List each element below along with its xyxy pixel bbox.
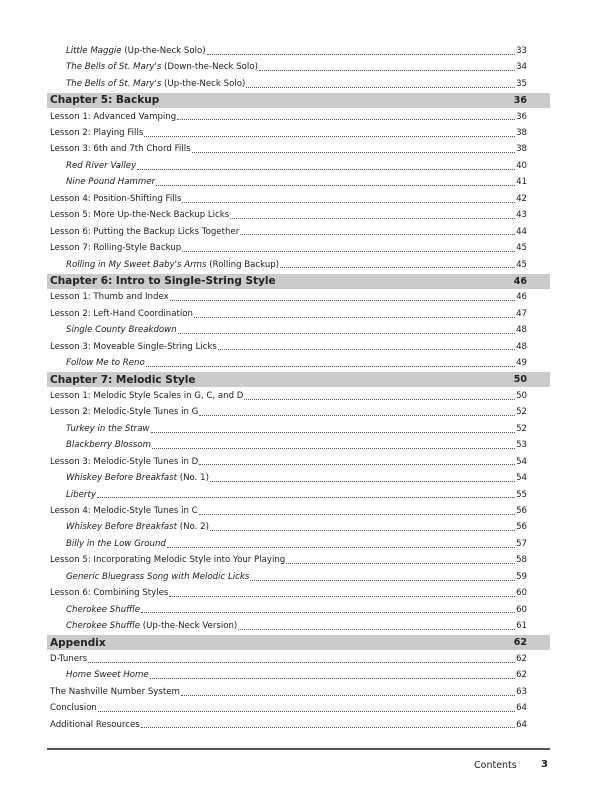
toc-page-number: 36	[516, 111, 527, 122]
toc-page-number: 60	[516, 588, 527, 599]
dot-leader	[181, 695, 515, 696]
toc-entry-song-title: Billy in the Low Ground	[66, 538, 166, 549]
dot-leader	[151, 432, 516, 433]
toc-entry-text: (Down-the-Neck Solo)	[161, 62, 258, 73]
toc-page-number: 38	[516, 144, 527, 155]
toc-entry[interactable]	[47, 109, 550, 125]
toc-entry-title	[50, 195, 181, 204]
toc-entry[interactable]	[47, 355, 550, 371]
toc-entry-title	[50, 276, 276, 287]
toc-chapter-heading[interactable]	[47, 372, 550, 387]
toc-entry-title	[66, 474, 209, 483]
toc-entry[interactable]	[47, 684, 550, 700]
toc-entry-text: Chapter 7: Melodic Style	[50, 373, 196, 386]
toc-entry[interactable]	[47, 59, 550, 75]
toc-chapter-heading[interactable]	[47, 635, 550, 650]
toc-entry-song-title: The Bells of St. Mary's	[66, 62, 162, 73]
toc-entry-title	[66, 80, 245, 89]
toc-entry-text: Lesson 3: Moveable Single-String Licks	[50, 341, 217, 352]
toc-entry-title	[50, 244, 181, 253]
footer-section-label: Contents	[474, 760, 517, 771]
toc-entry-song-title: Whiskey Before Breakfast	[66, 473, 178, 484]
toc-entry-title	[50, 211, 229, 220]
toc-entry[interactable]	[47, 322, 550, 338]
dot-leader	[280, 267, 515, 268]
toc-entry-text: (Rolling Backup)	[206, 259, 280, 270]
toc-entry-text: (Up-the-Neck Solo)	[121, 45, 206, 56]
toc-entry-title	[50, 145, 191, 154]
toc-entry[interactable]	[47, 585, 550, 601]
toc-page-number: 45	[516, 259, 527, 270]
toc-entry-title	[50, 293, 169, 302]
toc-page-number: 55	[516, 489, 527, 500]
dot-leader	[199, 415, 515, 416]
toc-entry-title	[50, 113, 176, 122]
toc-entry-text: Lesson 7: Rolling-Style Backup	[50, 243, 182, 254]
toc-page-number: 47	[516, 308, 527, 319]
toc-page-number: 48	[516, 325, 527, 336]
toc-entry-title	[66, 162, 136, 171]
dot-leader	[286, 563, 515, 564]
toc-entry[interactable]	[47, 207, 550, 223]
toc-page-number: 64	[516, 703, 527, 714]
toc-page-number: 35	[516, 78, 527, 89]
toc-entry[interactable]	[47, 257, 550, 273]
toc-entry-title	[66, 606, 140, 615]
dot-leader	[141, 612, 515, 613]
toc-page-number: 46	[513, 275, 527, 287]
footer-divider	[47, 748, 550, 750]
toc-entry-title	[66, 540, 166, 549]
toc-entry[interactable]	[47, 503, 550, 519]
toc-entry-song-title: Turkey in the Straw	[66, 423, 150, 434]
toc-entry-title	[50, 704, 97, 713]
toc-entry[interactable]	[47, 536, 550, 552]
dot-leader	[177, 119, 515, 120]
toc-entry-text: The Nashville Number System	[50, 686, 180, 697]
toc-entry-text: Lesson 6: Combining Styles	[50, 588, 169, 599]
dot-leader	[250, 580, 515, 581]
toc-entry[interactable]	[47, 76, 550, 92]
toc-entry-title	[50, 638, 106, 649]
toc-entry-song-title: Red River Valley	[66, 160, 137, 171]
toc-entry[interactable]	[47, 306, 550, 322]
toc-page-number: 62	[516, 653, 527, 664]
toc-entry[interactable]	[47, 520, 550, 536]
dot-leader	[97, 497, 515, 498]
toc-entry-text: (No. 2)	[177, 522, 209, 533]
dot-leader	[152, 448, 515, 449]
toc-entry[interactable]	[47, 454, 550, 470]
toc-page-number: 38	[516, 128, 527, 139]
toc-entry[interactable]	[47, 43, 550, 59]
toc-entry-song-title: Single County Breakdown	[66, 325, 177, 336]
toc-entry-text: Lesson 1: Advanced Vamping	[50, 111, 177, 122]
toc-entry-song-title: Liberty	[66, 489, 96, 500]
toc-entry-title	[50, 95, 159, 106]
dot-leader	[246, 87, 515, 88]
toc-entry[interactable]	[47, 240, 550, 256]
dot-leader	[218, 349, 515, 350]
toc-entry[interactable]	[47, 388, 550, 404]
toc-entry-song-title: The Bells of St. Mary's	[66, 78, 162, 89]
toc-page-number: 61	[516, 621, 527, 632]
toc-entry-title	[50, 688, 180, 697]
toc-page-number: 58	[516, 555, 527, 566]
toc-page-number: 48	[516, 341, 527, 352]
dot-leader	[240, 234, 515, 235]
toc-entry-title	[66, 425, 150, 434]
toc-entry-text: Appendix	[50, 636, 106, 649]
toc-entry[interactable]	[47, 174, 550, 190]
dot-leader	[156, 185, 515, 186]
toc-entry-title	[50, 721, 140, 730]
toc-entry-title	[66, 523, 209, 532]
toc-page-number: 41	[516, 177, 527, 188]
toc-entry[interactable]	[47, 618, 550, 634]
dot-leader	[182, 202, 515, 203]
toc-entry-title	[50, 507, 198, 516]
toc-entry-title	[50, 408, 198, 417]
toc-entry[interactable]	[47, 125, 550, 141]
dot-leader	[207, 54, 515, 55]
toc-entry[interactable]	[47, 437, 550, 453]
toc-entry[interactable]	[47, 667, 550, 683]
toc-entry-text: (Up-the-Neck Solo)	[161, 78, 246, 89]
toc-page-number: 54	[516, 456, 527, 467]
toc-page-number: 64	[516, 719, 527, 730]
toc-page-number: 34	[516, 62, 527, 73]
toc-entry-text: Lesson 2: Melodic-Style Tunes in G	[50, 407, 199, 418]
toc-entry-title	[66, 491, 96, 500]
dot-leader	[169, 596, 515, 597]
toc-entry-text: Additional Resources	[50, 719, 140, 730]
dot-leader	[150, 678, 515, 679]
toc-page-number: 43	[516, 210, 527, 221]
toc-entry-title	[50, 343, 217, 352]
toc-entry-title	[50, 458, 198, 467]
toc-entry-text: Chapter 6: Intro to Single-String Style	[50, 275, 276, 287]
table-of-contents	[47, 43, 550, 733]
toc-page-number: 59	[516, 571, 527, 582]
toc-entry-text: Lesson 4: Melodic-Style Tunes in C	[50, 505, 198, 516]
toc-entry-title	[66, 63, 258, 72]
toc-chapter-heading[interactable]	[47, 274, 550, 289]
toc-entry-text: Lesson 5: Incorporating Melodic Style into Your Playing	[50, 555, 286, 566]
toc-entry[interactable]	[47, 470, 550, 486]
toc-page-number: 33	[516, 45, 527, 56]
dot-leader	[199, 514, 515, 515]
toc-page-number: 49	[516, 358, 527, 369]
toc-entry-song-title: Rolling in My Sweet Baby's Arms	[66, 259, 207, 270]
toc-page-number: 45	[516, 243, 527, 254]
dot-leader	[259, 70, 515, 71]
toc-page-number: 54	[516, 473, 527, 484]
toc-entry-title	[66, 261, 279, 270]
toc-chapter-heading[interactable]	[47, 93, 550, 108]
toc-page-number: 44	[516, 226, 527, 237]
toc-entry-song-title: Nine Pound Hammer	[66, 177, 156, 188]
dot-leader	[230, 218, 515, 219]
toc-entry[interactable]	[47, 569, 550, 585]
toc-entry-song-title: Home Sweet Home	[66, 670, 149, 681]
dot-leader	[98, 711, 515, 712]
toc-entry[interactable]	[47, 700, 550, 716]
toc-entry-song-title: Whiskey Before Breakfast	[66, 522, 178, 533]
toc-entry[interactable]	[47, 289, 550, 305]
toc-entry-song-title: Little Maggie	[66, 45, 122, 56]
toc-entry-title	[50, 129, 143, 138]
toc-entry-title	[66, 622, 237, 631]
dot-leader	[137, 169, 515, 170]
toc-entry[interactable]	[47, 158, 550, 174]
toc-page-number: 50	[516, 390, 527, 401]
dot-leader	[199, 464, 515, 465]
dot-leader	[141, 727, 515, 728]
toc-entry-title	[50, 228, 239, 237]
toc-entry-text: Lesson 1: Melodic Style Scales in G, C, and D	[50, 390, 244, 401]
toc-entry-text: Lesson 3: Melodic-Style Tunes in D	[50, 456, 199, 467]
toc-entry-title	[66, 47, 206, 56]
toc-entry-text: Lesson 6: Putting the Backup Licks Together	[50, 226, 240, 237]
toc-entry-text: Lesson 3: 6th and 7th Chord Fills	[50, 144, 191, 155]
toc-page-number: 57	[516, 538, 527, 549]
toc-entry-text: Chapter 5: Backup	[50, 94, 160, 107]
toc-entry-title	[50, 310, 193, 319]
toc-page-number: 36	[513, 94, 527, 106]
dot-leader	[192, 152, 515, 153]
toc-entry-title	[66, 178, 155, 187]
toc-entry-title	[50, 375, 195, 386]
toc-entry[interactable]	[47, 224, 550, 240]
dot-leader	[144, 136, 515, 137]
toc-entry-text: Lesson 5: More Up-the-Neck Backup Licks	[50, 210, 230, 221]
dot-leader	[146, 366, 515, 367]
toc-entry-text: Lesson 2: Playing Fills	[50, 128, 144, 139]
toc-entry-title	[50, 589, 168, 598]
toc-entry-song-title: Cherokee Shuffle	[66, 604, 141, 615]
dot-leader	[244, 399, 515, 400]
toc-entry[interactable]	[47, 487, 550, 503]
dot-leader	[170, 300, 515, 301]
toc-entry-title	[50, 392, 243, 401]
toc-entry-text: Lesson 1: Thumb and Index	[50, 292, 169, 303]
toc-page-number: 62	[513, 637, 527, 648]
toc-entry-title	[50, 556, 285, 565]
toc-entry-text: Lesson 4: Position-Shifting Fills	[50, 193, 182, 204]
toc-entry[interactable]	[47, 602, 550, 618]
toc-page-number: 46	[516, 292, 527, 303]
toc-page-number: 40	[516, 160, 527, 171]
toc-entry-song-title: Blackberry Blossom	[66, 440, 152, 451]
toc-entry-title	[66, 326, 177, 335]
toc-entry[interactable]	[47, 191, 550, 207]
toc-entry-title	[66, 441, 151, 450]
dot-leader	[238, 629, 515, 630]
dot-leader	[210, 481, 515, 482]
footer-page-number: 3	[541, 759, 548, 770]
toc-entry-text: Lesson 2: Left-Hand Coordination	[50, 308, 193, 319]
dot-leader	[178, 333, 515, 334]
toc-page-number: 60	[516, 604, 527, 615]
toc-page-number: 50	[513, 374, 527, 386]
toc-entry-song-title: Cherokee Shuffle	[66, 621, 141, 632]
toc-page-number: 42	[516, 193, 527, 204]
dot-leader	[182, 251, 515, 252]
toc-page-number: 56	[516, 522, 527, 533]
toc-page-number: 52	[516, 407, 527, 418]
dot-leader	[167, 547, 515, 548]
dot-leader	[210, 530, 515, 531]
toc-page-number: 52	[516, 423, 527, 434]
toc-entry-text: D-Tuners	[50, 653, 88, 664]
toc-page-number: 63	[516, 686, 527, 697]
toc-entry[interactable]	[47, 404, 550, 420]
toc-entry[interactable]	[47, 717, 550, 733]
toc-page-number: 56	[516, 505, 527, 516]
toc-entry-song-title: Follow Me to Reno	[66, 358, 145, 369]
toc-entry-title	[50, 655, 87, 664]
toc-entry[interactable]	[47, 339, 550, 355]
toc-entry[interactable]	[47, 142, 550, 158]
toc-entry-text: (Up-the-Neck Version)	[140, 621, 238, 632]
toc-entry-text: Conclusion	[50, 703, 97, 714]
dot-leader	[194, 317, 515, 318]
toc-entry[interactable]	[47, 552, 550, 568]
toc-page-number: 62	[516, 670, 527, 681]
dot-leader	[88, 662, 515, 663]
toc-entry-title	[66, 359, 145, 368]
toc-entry-text: (No. 1)	[177, 473, 209, 484]
toc-entry-title	[66, 573, 249, 582]
toc-entry[interactable]	[47, 651, 550, 667]
toc-entry-title	[66, 671, 149, 680]
toc-page-number: 53	[516, 440, 527, 451]
toc-entry[interactable]	[47, 421, 550, 437]
toc-entry-song-title: Generic Bluegrass Song with Melodic Licks	[66, 571, 250, 582]
